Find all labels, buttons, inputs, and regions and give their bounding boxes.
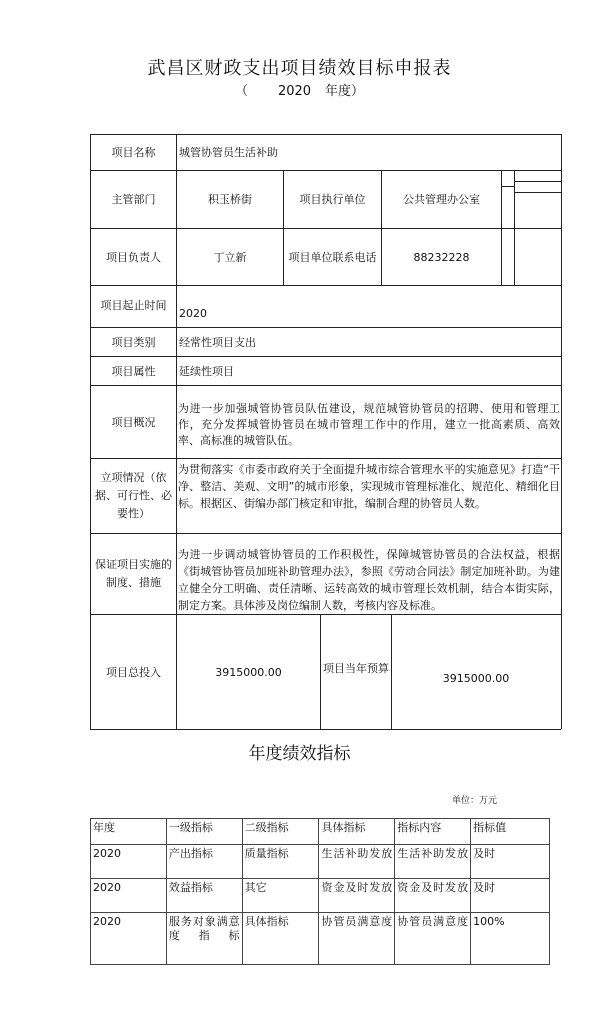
- exec-unit-label: 项目执行单位: [299, 193, 366, 206]
- phone-label: 项目单位联系电话: [288, 250, 377, 264]
- table-cell: 资金及时发放: [395, 879, 471, 913]
- leader-value: 丁立新: [213, 250, 247, 264]
- attribute-value: 延续性项目: [179, 365, 234, 378]
- leader-label: 项目负责人: [106, 250, 161, 264]
- guarantee-label: 保证项目实施的制度、措施: [95, 558, 172, 589]
- page-title: 武昌区财政支出项目绩效目标申报表: [147, 58, 452, 79]
- attribute-label: 项目属性: [111, 364, 156, 378]
- header-cell: 具体指标: [319, 819, 395, 845]
- budget-value: 3915000.00: [442, 671, 510, 685]
- project-name-value: 城管协管员生活补助: [179, 146, 278, 159]
- header-cell: 年度: [91, 819, 167, 845]
- dept-label: 主管部门: [111, 193, 156, 206]
- table-cell: 协管员满意度: [319, 913, 395, 965]
- table-row: [91, 879, 550, 913]
- table-cell: 资金及时发放: [319, 879, 395, 913]
- period-value: 2020: [179, 307, 207, 320]
- overview-label: 项目概况: [111, 415, 156, 429]
- exec-unit-value: 公共管理办公室: [403, 193, 480, 206]
- performance-title: 年度绩效指标: [248, 744, 351, 764]
- table-cell: 质量指标: [242, 845, 319, 879]
- category-label: 项目类别: [111, 335, 156, 349]
- header-cell: 二级指标: [242, 819, 319, 845]
- basis-value: 为贯彻落实《市委市政府关于全面提升城市综合管理水平的实施意见》打造“干净、整洁、美观、文明”的城市形象，实现城市管理标准化、规范化、精细化目标。根据区、街编办部门核定和审批，编制合理的协管员人数。: [178, 463, 560, 510]
- table-cell: 生活补助发放: [319, 845, 395, 879]
- total-label: 项目总投入: [106, 665, 161, 679]
- table-row: [91, 913, 550, 965]
- total-value: 3915000.00: [215, 665, 282, 679]
- table-cell: 2020: [91, 879, 167, 913]
- table-cell: 产出指标: [166, 845, 242, 879]
- table-cell: 服务对象满意度指标: [166, 913, 242, 965]
- table-cell: 其它: [242, 879, 319, 913]
- category-value: 经常性项目支出: [179, 336, 256, 349]
- table-row: [91, 845, 550, 879]
- performance-table: [90, 818, 550, 965]
- basis-label: 立项情况（依据、可行性、必要性）: [95, 471, 172, 520]
- year-line: [0, 80, 599, 99]
- table-cell: 2020: [91, 913, 167, 965]
- table-cell: 具体指标: [242, 913, 319, 965]
- table-cell: 100%: [471, 913, 550, 965]
- guarantee-value: 为进一步调动城管协管员的工作积极性，保障城管协管员的合法权益，根据《街城管协管员加班补助管理办法》，参照《劳动合同法》制定加班补助。为建立健全分工明确、责任清晰、运转高效的城市管理长效机制，结合本街实际，制定方案。具体涉及岗位编制人数，考核内容及标准。: [178, 548, 560, 612]
- table-cell: 及时: [471, 879, 550, 913]
- table-cell: 效益指标: [166, 879, 242, 913]
- header-cell: 指标值: [471, 819, 550, 845]
- unit-label: 单位：万元: [452, 796, 498, 806]
- table-cell: 及时: [471, 845, 550, 879]
- table-header-row: [91, 819, 550, 845]
- phone-value: 88232228: [413, 250, 470, 264]
- header-cell: 一级指标: [166, 819, 242, 845]
- dept-value: 积玉桥街: [208, 193, 252, 206]
- budget-label: 项目当年预算: [323, 662, 389, 675]
- year-open: （: [234, 84, 248, 99]
- period-label: 项目起止时间: [100, 299, 167, 312]
- table-cell: 协管员满意度: [395, 913, 471, 965]
- table-cell: 2020: [91, 845, 167, 879]
- project-name-label: 项目名称: [111, 146, 156, 159]
- year-close: 年度）: [325, 84, 365, 99]
- overview-value: 为进一步加强城管协管员队伍建设，规范城管协管员的招聘、使用和管理工作，充分发挥城管协管员在城市管理工作中的作用，建立一批高素质、高效率、高标准的城管队伍。: [178, 402, 560, 447]
- year-value: 2020: [277, 84, 312, 99]
- header-cell: 指标内容: [395, 819, 471, 845]
- table-cell: 生活补助发放: [395, 845, 471, 879]
